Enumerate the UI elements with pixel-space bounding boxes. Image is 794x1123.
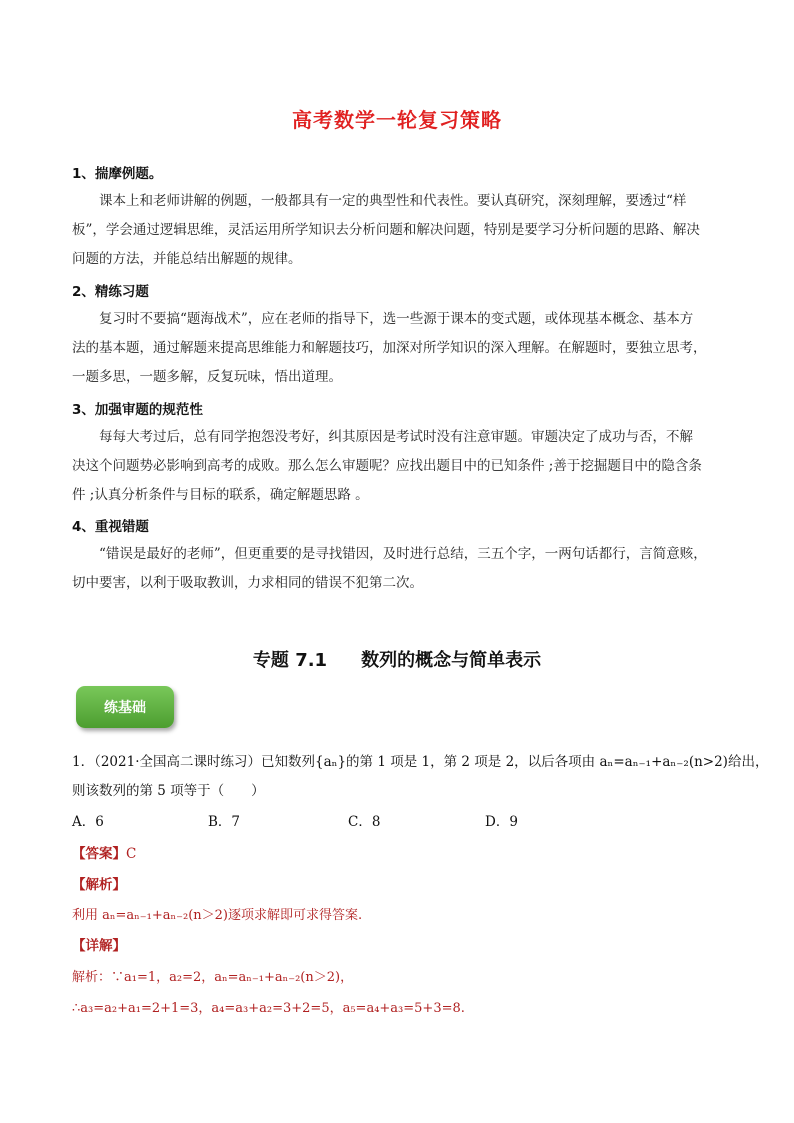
topic-number: 专题 7.1	[252, 650, 328, 671]
section-heading-4: 4、重视错题	[72, 519, 149, 535]
paragraph-line: 件 ;认真分析条件与目标的联系，确定解题思路 。	[72, 487, 369, 503]
detail-line-1: 解析：∵a₁=1，a₂=2，aₙ=aₙ₋₁+aₙ₋₂(n＞2)，	[72, 970, 354, 985]
paragraph-line: 问题的方法，并能总结出解题的规律。	[72, 251, 302, 267]
answer-value: C	[126, 846, 137, 862]
answer-line	[72, 842, 136, 862]
option-c: C．8	[348, 814, 381, 830]
option-d: D．9	[485, 814, 518, 830]
paragraph-line: 板”，学会通过逻辑思维，灵活运用所学知识去分析问题和解决问题，特别是要学习分析问题的思路、解决	[72, 222, 700, 238]
detail-line-2: ∴a₃=a₂+a₁=2+1=3，a₄=a₃+a₂=3+2=5，a₅=a₄+a₃=5+3=8.	[72, 1001, 465, 1016]
page-title: 高考数学一轮复习策略	[292, 108, 502, 132]
analysis-text: 利用 aₙ=aₙ₋₁+aₙ₋₂(n＞2)逐项求解即可求得答案.	[72, 908, 363, 923]
section-paragraph-4	[72, 540, 722, 598]
paragraph-line: 课本上和老师讲解的例题，一般都具有一定的典型性和代表性。要认真研究，深刻理解，要透过“样	[99, 193, 687, 209]
topic-name: 数列的概念与简单表示	[361, 650, 542, 671]
analysis-label: 【解析】	[72, 877, 126, 893]
question-stem-line-1: 1．（2021·全国高二课时练习）已知数列{aₙ}的第 1 项是 1，第 2 项是 2，以后各项由 aₙ=aₙ₋₁+aₙ₋₂(n>2)给出，	[72, 754, 769, 770]
paragraph-line: 决这个问题势必影响到高考的成败。那么怎么审题呢？应找出题目中的已知条件 ;善于挖掘题目中的隐含条	[72, 458, 702, 474]
paragraph-line: 法的基本题，通过解题来提高思维能力和解题技巧，加深对所学知识的深入理解。在解题时，要独立思考，	[72, 340, 707, 356]
practice-basics-badge: 练基础	[76, 686, 174, 728]
question-stem-line-2: 则该数列的第 5 项等于（ ）	[72, 783, 265, 799]
section-paragraph-2	[72, 305, 722, 392]
section-heading-1: 1、揣摩例题。	[72, 166, 163, 182]
detail-label: 【详解】	[72, 938, 126, 954]
answer-label: 【答案】	[72, 846, 126, 862]
answer-options	[72, 810, 672, 830]
option-a: A．6	[72, 814, 104, 830]
section-paragraph-3	[72, 423, 722, 510]
section-heading-2: 2、精练习题	[72, 284, 149, 300]
topic-heading	[0, 646, 794, 672]
option-b: B．7	[208, 814, 241, 830]
section-paragraph-1	[72, 187, 722, 274]
paragraph-line: 每每大考过后，总有同学抱怨没考好，纠其原因是考试时没有注意审题。审题决定了成功与否，不解	[99, 429, 693, 445]
paragraph-line: 切中要害，以利于吸取教训，力求相同的错误不犯第二次。	[72, 575, 423, 591]
paragraph-line: 一题多思，一题多解，反复玩味，悟出道理。	[72, 369, 342, 385]
section-heading-3: 3、加强审题的规范性	[72, 402, 203, 418]
paragraph-line: 复习时不要搞“题海战术”，应在老师的指导下，选一些源于课本的变式题，或体现基本概念、基本方	[99, 311, 694, 327]
paragraph-line: “错误是最好的老师”，但更重要的是寻找错因，及时进行总结，三五个字，一两句话都行，言简意赅，	[99, 546, 707, 562]
